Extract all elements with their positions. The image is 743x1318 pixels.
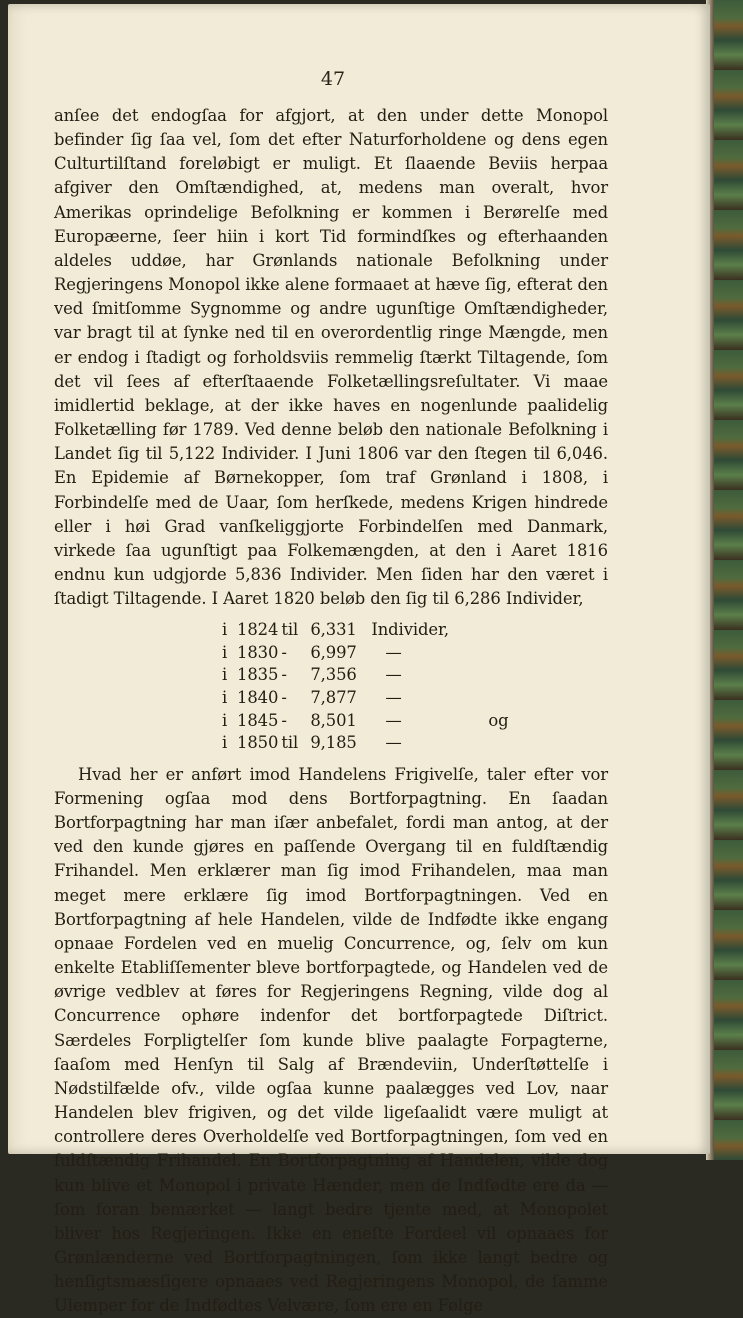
book-page bbox=[8, 4, 710, 1316]
census-tail bbox=[472, 687, 511, 710]
census-sep: - bbox=[281, 688, 287, 708]
census-prefix: i bbox=[222, 733, 228, 753]
census-sep: - bbox=[281, 710, 287, 730]
census-tail bbox=[472, 619, 511, 642]
census-row bbox=[222, 710, 512, 733]
census-value: 6,331 bbox=[310, 620, 357, 640]
census-unit: — bbox=[385, 642, 402, 662]
census-value: 8,501 bbox=[310, 710, 357, 730]
census-row bbox=[222, 687, 512, 710]
book-spine bbox=[712, 0, 743, 1160]
census-value: 9,185 bbox=[310, 733, 357, 753]
census-year: 1830 bbox=[237, 642, 279, 662]
census-year: 1840 bbox=[237, 688, 279, 708]
page-body bbox=[54, 104, 608, 1318]
census-tail bbox=[472, 642, 511, 665]
census-row bbox=[222, 664, 512, 687]
census-prefix: i bbox=[222, 710, 228, 730]
page-number: 47 bbox=[320, 68, 346, 90]
census-year: 1824 bbox=[237, 620, 279, 640]
census-prefix: i bbox=[222, 620, 228, 640]
census-sep: til bbox=[281, 620, 299, 640]
census-year: 1850 bbox=[237, 733, 279, 753]
census-value: 7,877 bbox=[310, 688, 357, 708]
census-sep: til bbox=[281, 733, 299, 753]
census-unit: — bbox=[385, 688, 402, 708]
census-tail bbox=[472, 664, 511, 687]
census-tail: og bbox=[488, 710, 509, 730]
census-prefix: i bbox=[222, 665, 228, 685]
census-sep: - bbox=[281, 642, 287, 662]
census-unit: — bbox=[385, 710, 402, 730]
paragraph-2: Hvad her er anført imod Handelens Frigivelſe, taler efter vor Formening ogſaa mod dens Bortforpagtning. En ſaadan Bortforpagtning har man iſær anbefalet, fordi man antog, at der ved den kunde gjøres en paſſende Overgang til en fuldſtændig Frihandel. Men erklærer man ſig imod Frihandelen, maa man meget mere erklære ſig imod Bortforpagtningen. Ved en Bortforpagtning af hele Handelen, vilde de Indfødte ikke engang opnaae Fordelen ved en muelig Concurrence, og, ſelv om kun enkelte Etabliſſementer bleve bortforpagtede, og Handelen ved de øvrige vedblev at føres for Regjeringens Regning, vilde dog al Concurrence ophøre indenfor det bortforpagtede Diſtrict. Særdeles Forpligtelſer ſom kunde blive paalagte Forpagterne, ſaaſom med Henſyn til Salg af Brændeviin, Underſtøttelſe i Nødstilfælde ofv., vilde ogſaa kunne paalægges ved Lov, naar Handelen blev frigiven, og det vilde ligeſaalidt være muligt at controllere deres Overholdelſe ved Bortforpagtningen, ſom ved en fuldſtændig Frihandel. En Bortforpagtning af Handelen, vilde dog kun blive et Monopol i private Hænder, men de Indfødte ere da — ſom foran bemærket — langt bedre tjente med, at Monopolet bliver hos Regjeringen. Ikke en eneſte Fordeel vil opnaaes for Grønlænderne ved Bortforpagtningen, ſom ikke langt bedre og henſigtsmæsſigere opnaaes ved Regjeringens Monopol, de ſamme Ulemper for de Indfødtes Velvære, ſom ere en Følge bbox=[54, 764, 608, 1316]
census-unit: — bbox=[385, 665, 402, 685]
census-table bbox=[222, 619, 512, 755]
census-value: 7,356 bbox=[310, 665, 357, 685]
census-sep: - bbox=[281, 665, 287, 685]
census-year: 1835 bbox=[237, 665, 279, 685]
census-row bbox=[222, 732, 512, 755]
census-unit: Individer, bbox=[371, 620, 450, 640]
census-tail bbox=[472, 732, 511, 755]
census-value: 6,997 bbox=[310, 642, 357, 662]
census-row bbox=[222, 619, 512, 642]
paragraph-1: anſee det endogſaa for afgjort, at den under dette Monopol befinder ſig ſaa vel, ſom det efter Naturforholdene og dens egen Culturtilſtand foreløbigt er muligt. Et ſlaaende Beviis herpaa afgiver den Omſtændighed, at, medens man overalt, hvor Amerikas oprindelige Befolkning er kommen i Berørelſe med Europæerne, ſeer hiin i kort Tid formindſkes og efterhaanden aldeles uddøe, har Grønlands nationale Befolkning under Regjeringens Monopol ikke alene formaaet at hæve ſig, efterat den ved ſmitſomme Sygnomme og andre ugunſtige Omſtændigheder, var bragt til at ſynke ned til en overordentlig ringe Mængde, men er endog i ſtadigt og forholdsviis remmelig ſtærkt Tiltagende, ſom det vil ſees af efterſtaaende Folketællingsreſultater. Vi maae imidlertid beklage, at der ikke haves en nogenlunde paalidelig Folketælling før 1789. Ved denne beløb den nationale Befolkning i Landet ſig til 5,122 Individer. I Juni 1806 var den ſtegen til 6,046. En Epidemie af Børnekopper, ſom traf Grønland i 1808, i Forbindelſe med de Uaar, ſom herſkede, medens Krigen hindrede eller i høi Grad vanſkeliggjorte Forbindelſen med Danmark, virkede ſaa ugunſtigt paa Folkemængden, at den i Aaret 1816 endnu kun udgjorde 5,836 Individer. Men ſiden har den været i ſtadigt Tiltagende. I Aaret 1820 beløb den ſig til 6,286 Individer, bbox=[54, 106, 608, 609]
census-prefix: i bbox=[222, 642, 228, 662]
census-year: 1845 bbox=[237, 710, 279, 730]
census-row bbox=[222, 642, 512, 665]
census-unit: — bbox=[385, 733, 402, 753]
census-prefix: i bbox=[222, 688, 228, 708]
